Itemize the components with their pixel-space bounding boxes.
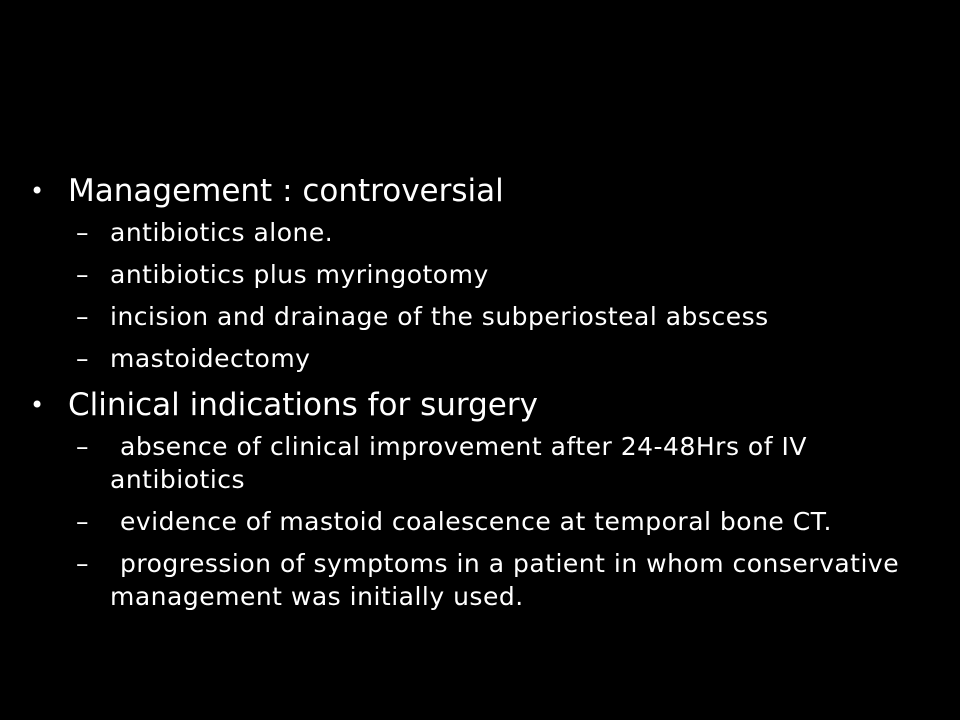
- bullet-clinical-indications: [26, 384, 936, 426]
- list-item-text: absence of clinical improvement after 24-48Hrs of IV antibiotics: [110, 432, 807, 494]
- dash-icon: –: [76, 218, 89, 247]
- dash-icon: –: [76, 549, 89, 578]
- list-item: [26, 547, 936, 613]
- dash-icon: –: [76, 432, 89, 461]
- bullet-text: Management : controversial: [68, 173, 504, 209]
- dash-icon: –: [76, 507, 89, 536]
- dash-icon: –: [76, 344, 89, 373]
- slide-body: [26, 170, 936, 622]
- list-item: [26, 258, 936, 291]
- list-item: [26, 300, 936, 333]
- list-item-text: antibiotics plus myringotomy: [110, 260, 489, 289]
- dash-icon: –: [76, 302, 89, 331]
- bullet-dot-icon: •: [30, 177, 45, 205]
- bullet-dot-icon: •: [30, 391, 45, 419]
- surgery-indications-list: [26, 430, 936, 613]
- list-item-text: progression of symptoms in a patient in whom conservative management was initially used.: [110, 549, 900, 611]
- list-item-text: mastoidectomy: [110, 344, 311, 373]
- bullet-management: [26, 170, 936, 212]
- list-item-text: evidence of mastoid coalescence at temporal bone CT.: [120, 507, 832, 536]
- list-item: [26, 505, 936, 538]
- bullet-text: Clinical indications for surgery: [68, 387, 538, 423]
- management-options-list: [26, 216, 936, 375]
- list-item: [26, 216, 936, 249]
- dash-icon: –: [76, 260, 89, 289]
- list-item-text: incision and drainage of the subperiosteal abscess: [110, 302, 769, 331]
- list-item-text: antibiotics alone.: [110, 218, 334, 247]
- list-item: [26, 430, 936, 496]
- list-item: [26, 342, 936, 375]
